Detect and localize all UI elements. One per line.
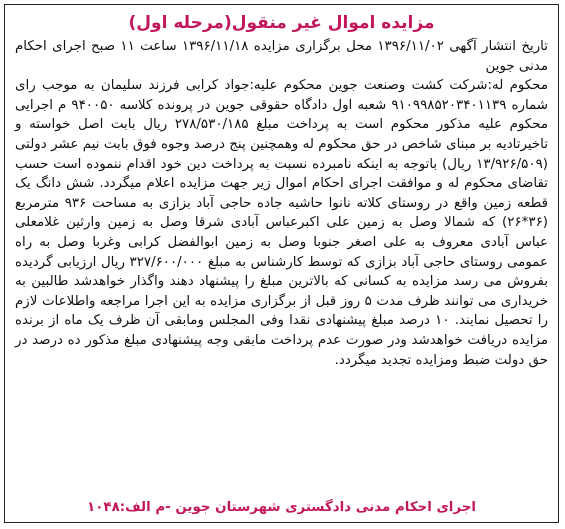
notice-date-line: تاریخ انتشار آگهی ۱۳۹۶/۱۱/۰۲ محل برگزاری مزایده ۱۳۹۶/۱۱/۱۸ ساعت ۱۱ صبح اجرای احکام مدنی جوین	[15, 39, 548, 74]
notice-main-text: محکوم له:شرکت کشت وصنعت جوین محکوم علیه:جواد کرابی فرزند سلیمان به موجب رای شماره ۹۱۰۹۹۸۵۲۰۳۴۰۱۱۳۹ شعبه اول دادگاه حقوقی جوین در پرونده کلاسه ۹۴۰۰۵۰ م اجرایی محکوم علیه مذکور محکوم است به پرداخت مبلغ ۲۷۸/۵۳۰/۱۸۵ ریال بابت اصل خواسته و تاخیرتادیه بر مبنای شاخص در حق محکوم له وهمچنین پنج درصد وجوه فوق بابت نیم عشر دولتی (۱۳/۹۲۶/۵۰۹ ریال) باتوجه به اینکه نامبرده نسبت به پرداخت دین خود اقدام ننموده است حسب تقاضای محکوم له و موافقت اجرای احکام اموال زیر جهت مزایده اعلام میگردد. شش دانگ یک قطعه زمین واقع در روستای کلاته نانوا حاشیه جاده حاجی آباد بزازی به مساحت ۹۳۶ مترمربع (۳۶*۲۶) که شمالا وصل به زمین علی اکبرعباس آبادی شرقا وصل به زمین وارثین غلامعلی عباس آبادی معروف به علی اصغر جنوبا وصل به زمین ابوالفضل کرابی وغربا وصل به راه عمومی روستای حاجی آباد بزازی که توسط کارشناس به مبلغ ۳۲۷/۶۰۰/۰۰۰ ریال ارزیابی گردیده بفروش می رسد مزایده به کسانی که بالاترین مبلغ را پیشنهاد دهند واگذار خواهدشد طالبین به خریداری می توانند ظرف مدت ۵ روز قبل از برگزاری مزایده به این اجرا مراجعه واطلاعات لازم را تحصیل نمایند. ۱۰ درصد مبلغ پیشنهادی نقدا وفی المجلس ومابقی آن ظرف یک ماه از برنده مزایده دریافت خواهدشد ودر صورت عدم پرداخت مابقی وجه پیشنهادی مبلغ مذکور ده درصد در حق دولت ضبط ومزایده تجدید میگردد.	[15, 78, 548, 368]
notice-title: مزایده اموال غیر منقول(مرحله اول)	[128, 13, 435, 33]
notice-body	[5, 35, 558, 370]
auction-notice	[4, 4, 559, 523]
notice-footer: اجرای احکام مدنی دادگستری شهرستان جوین -م الف:۱۰۴۸	[87, 500, 476, 515]
